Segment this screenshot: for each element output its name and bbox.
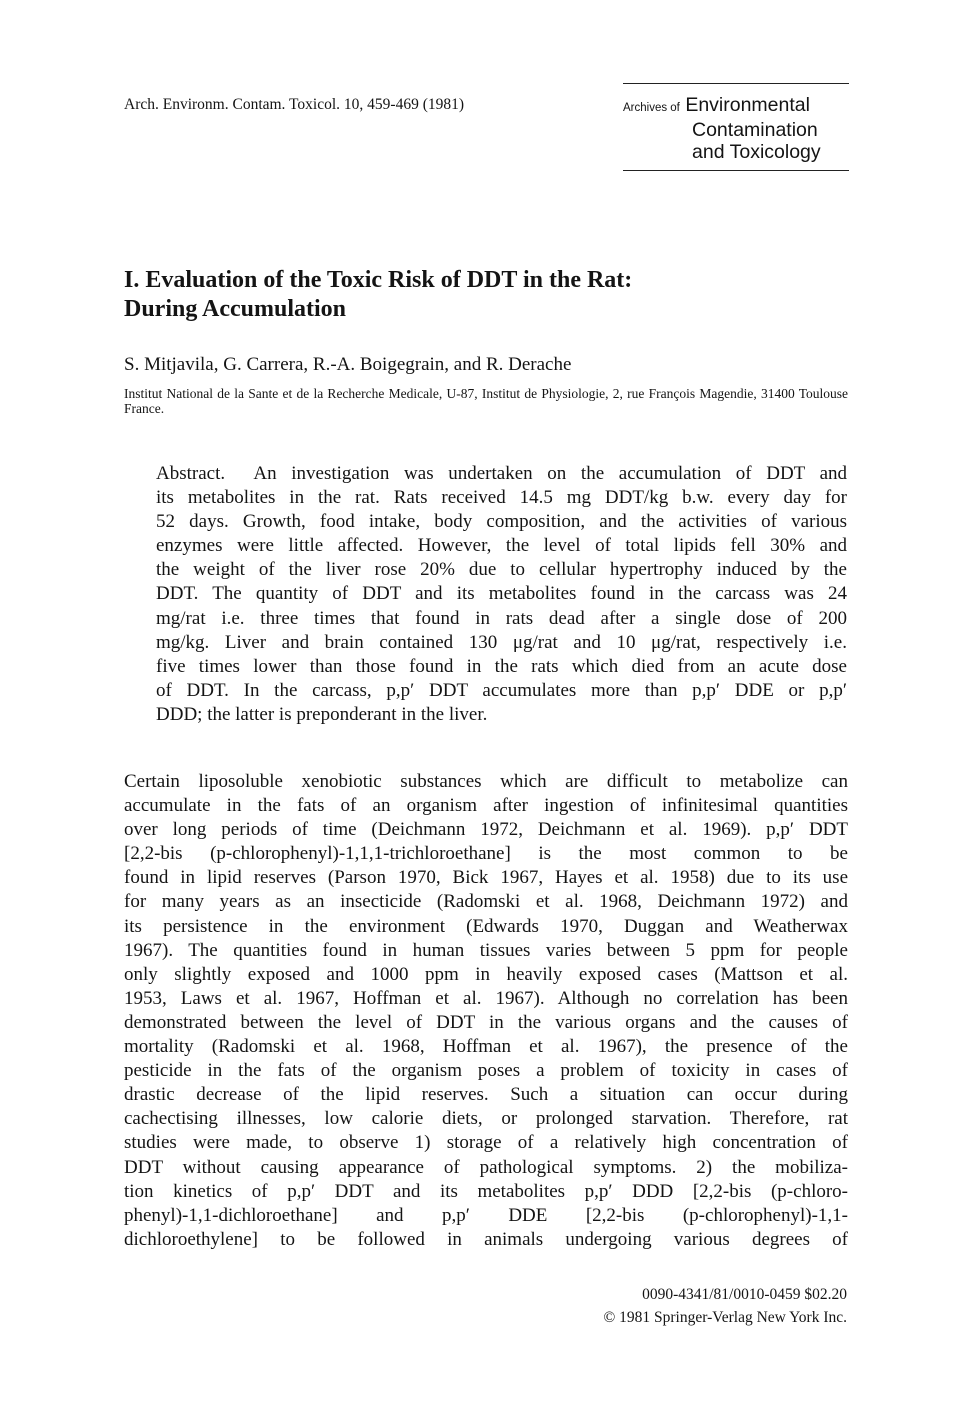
body-line: DDT without causing appearance of pathological symptoms. 2) the mobiliza- — [124, 1156, 848, 1178]
journal-name — [623, 94, 821, 163]
affiliation: Institut National de la Sante et de la Recherche Medicale, U-87, Institut de Physiologie, 2, rue François Magendie, 31400 Toulouse France. — [124, 386, 848, 416]
title-line-1: I. Evaluation of the Toxic Risk of DDT in the Rat: — [124, 267, 633, 293]
body-line: 1967). The quantities found in human tissues varies between 5 ppm for people — [124, 939, 848, 961]
journal-name-line1: Environmental — [685, 94, 810, 116]
abstract-label: Abstract. — [156, 463, 226, 484]
abstract-line: DDD; the latter is preponderant in the liver. — [156, 703, 488, 725]
paper-title — [124, 266, 632, 324]
abstract-line: enzymes were little affected. However, the level of total lipids fell 30% and — [156, 535, 847, 557]
body-line: 1953, Laws et al. 1967, Hoffman et al. 1967). Although no correlation has been — [124, 987, 848, 1009]
body-line: only slightly exposed and 1000 ppm in heavily exposed cases (Mattson et al. — [124, 963, 848, 985]
body-line: accumulate in the fats of an organism after ingestion of infinitesimal quantities — [124, 795, 848, 817]
body-line: studies were made, to observe 1) storage of a relatively high concentration of — [124, 1132, 848, 1154]
body-line: over long periods of time (Deichmann 1972, Deichmann et al. 1969). p,p′ DDT — [124, 819, 848, 841]
abstract-line: of DDT. In the carcass, p,p′ DDT accumulates more than p,p′ DDE or p,p′ — [156, 679, 847, 701]
body-line: dichloroethylene] to be followed in animals undergoing various degrees of — [124, 1228, 848, 1250]
journal-name-line3: and Toxicology — [692, 141, 821, 163]
title-line-2: During Accumulation — [124, 296, 347, 322]
body-line: [2,2-bis (p-chlorophenyl)-1,1,1-trichloroethane] is the most common to be — [124, 843, 848, 865]
journal-citation: Arch. Environm. Contam. Toxicol. 10, 459-469 (1981) — [124, 96, 465, 113]
body-line: found in lipid reserves (Parson 1970, Bick 1967, Hayes et al. 1958) due to its use — [124, 867, 848, 889]
article-code: 0090-4341/81/0010-0459 $02.20 — [642, 1286, 847, 1303]
body-line: demonstrated between the level of DDT in the various organs and the causes of — [124, 1011, 848, 1033]
copyright: © 1981 Springer-Verlag New York Inc. — [603, 1309, 847, 1326]
abstract-line: Abstract. An investigation was undertaken on the accumulation of DDT and — [156, 463, 848, 484]
abstract-line: five times lower than those found in the rats which died from an acute dose — [156, 655, 847, 677]
abstract — [156, 462, 847, 727]
abstract-line: mg/kg. Liver and brain contained 130 μg/rat and 10 μg/rat, respectively i.e. — [156, 631, 847, 653]
author-list: S. Mitjavila, G. Carrera, R.-A. Boigegrain, and R. Derache — [124, 354, 572, 375]
abstract-line: its metabolites in the rat. Rats received 14.5 mg DDT/kg b.w. every day for — [156, 487, 847, 509]
body-line: pesticide in the fats of the organism poses a problem of toxicity in cases of — [124, 1060, 848, 1082]
abstract-line: the weight of the liver rose 20% due to cellular hypertrophy induced by the — [156, 559, 847, 581]
journal-name-line2: Contamination — [692, 119, 818, 141]
body-line: for many years as an insecticide (Radomski et al. 1968, Deichmann 1972) and — [124, 891, 848, 913]
abstract-line: DDT. The quantity of DDT and its metabolites found in the carcass was 24 — [156, 583, 847, 605]
page-footer — [500, 1283, 847, 1329]
journal-name-box — [623, 83, 849, 171]
body-line: mortality (Radomski et al. 1968, Hoffman et al. 1967), the presence of the — [124, 1036, 848, 1058]
body-line: drastic decrease of the lipid reserves. Such a situation can occur during — [124, 1084, 848, 1106]
abstract-line: mg/rat i.e. three times that found in rats dead after a single dose of 200 — [156, 607, 847, 629]
body-paragraph — [124, 770, 848, 1252]
journal-prefix: Archives of — [623, 102, 680, 114]
body-line: phenyl)-1,1-dichloroethane] and p,p′ DDE [2,2-bis (p-chlorophenyl)-1,1- — [124, 1204, 848, 1226]
body-line: tion kinetics of p,p′ DDT and its metabolites p,p′ DDD [2,2-bis (p-chloro- — [124, 1180, 848, 1202]
body-line: its persistence in the environment (Edwards 1970, Duggan and Weatherwax — [124, 915, 848, 937]
abstract-line: 52 days. Growth, food intake, body composition, and the activities of various — [156, 511, 847, 533]
body-line: Certain liposoluble xenobiotic substances which are difficult to metabolize can — [124, 771, 848, 792]
body-line: cachectising illnesses, low calorie diets, or prolonged starvation. Therefore, rat — [124, 1108, 848, 1130]
